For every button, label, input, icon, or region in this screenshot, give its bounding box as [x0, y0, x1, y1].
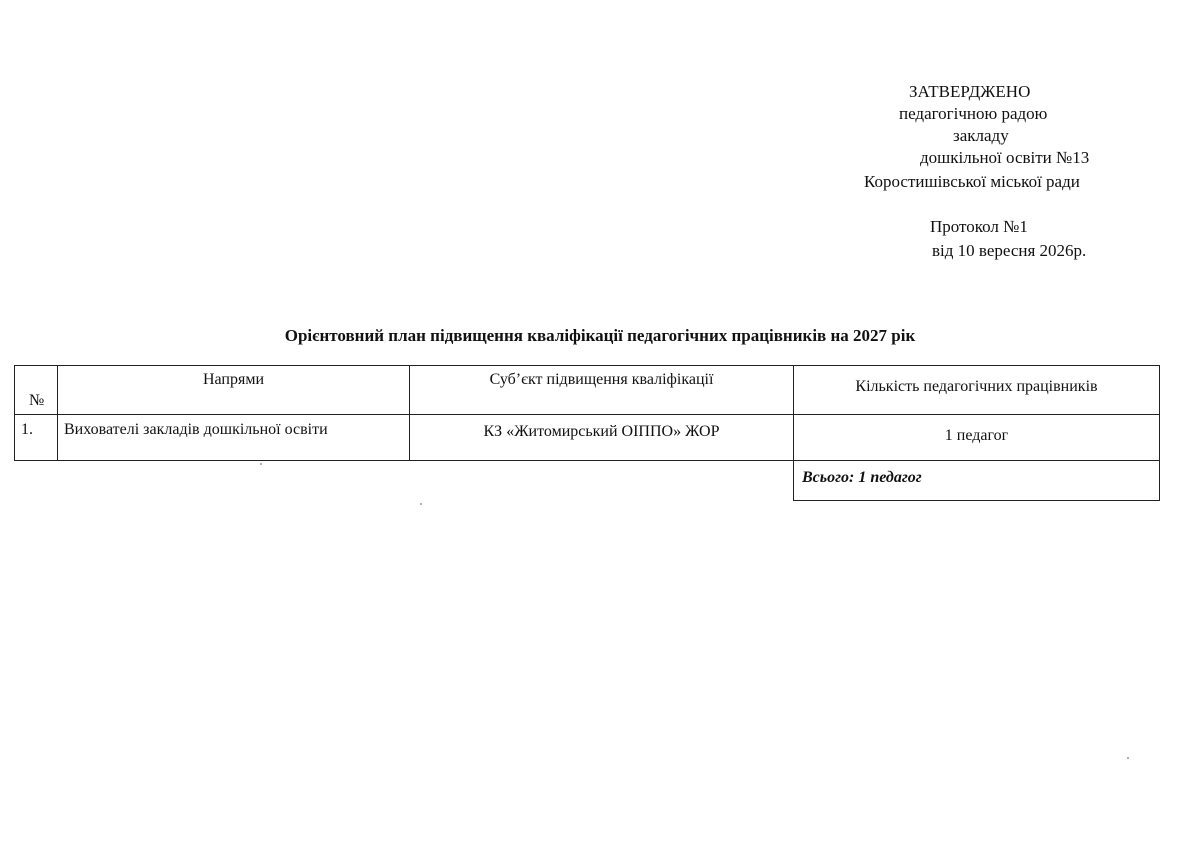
- total-label: Всього: 1 педагог: [802, 469, 922, 486]
- header-direction: Напрями: [202, 371, 265, 388]
- row-count: 1 педагог: [944, 427, 1009, 444]
- header-count: Кількість педагогічних працівників: [855, 378, 1098, 395]
- row-cell-count: [794, 415, 1160, 461]
- row-cell-direction: [58, 415, 410, 461]
- scan-speck: [260, 463, 262, 465]
- scan-speck: [420, 503, 422, 505]
- row-cell-number: [15, 415, 58, 461]
- header-cell-direction: [58, 366, 410, 415]
- approval-line-council: педагогічною радою: [899, 104, 1048, 123]
- row-direction: Вихователі закладів дошкільної освіти: [64, 421, 328, 438]
- total-cell: [794, 461, 1160, 501]
- protocol-date: від 10 вересня 2026р.: [932, 241, 1087, 260]
- plan-title: Орієнтовний план підвищення кваліфікації педагогічних працівників на 2027 рік: [284, 326, 916, 345]
- table-total-row: [15, 461, 1160, 501]
- approval-line-preschool: дошкільної освіти №13: [920, 148, 1090, 167]
- header-number: №: [29, 392, 45, 409]
- header-subject: Суб’єкт підвищення кваліфікації: [489, 371, 714, 388]
- row-subject: КЗ «Житомирський ОІППО» ЖОР: [483, 423, 720, 440]
- scan-speck: [1127, 757, 1129, 759]
- header-cell-subject: [410, 366, 794, 415]
- plan-table: [14, 365, 1160, 501]
- header-cell-number: [15, 366, 58, 415]
- table-header-row: [15, 366, 1160, 415]
- protocol-number: Протокол №1: [930, 217, 1028, 236]
- approval-line-council-city: Коростишівської міської ради: [864, 172, 1080, 191]
- approval-line-institution: закладу: [953, 126, 1009, 145]
- approval-heading: ЗАТВЕРДЖЕНО: [909, 82, 1031, 101]
- row-number: 1.: [21, 421, 33, 438]
- header-cell-count: [794, 366, 1160, 415]
- table-row: [15, 415, 1160, 461]
- row-cell-subject: [410, 415, 794, 461]
